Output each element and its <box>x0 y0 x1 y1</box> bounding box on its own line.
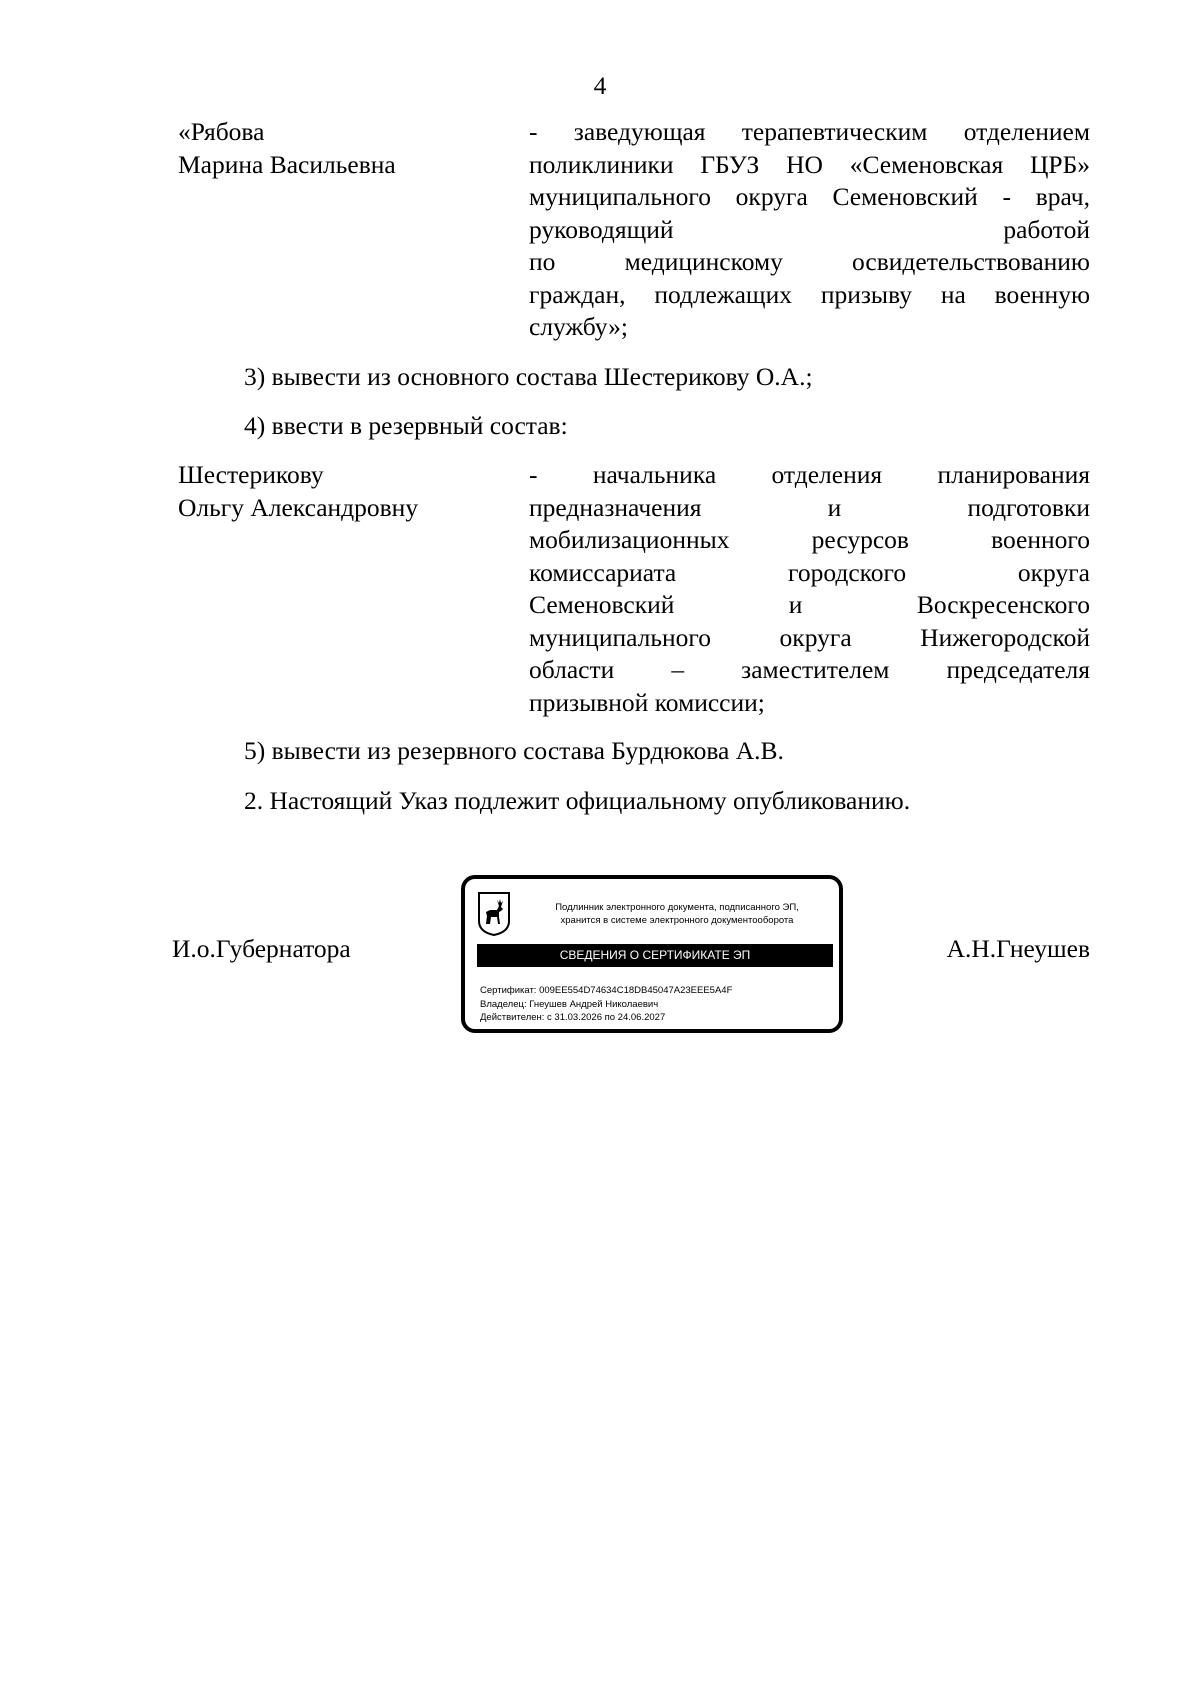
clause-4: 4) ввести в резервный состав: <box>244 411 568 440</box>
stamp-intro-line: хранится в системе электронного документооборота <box>560 915 794 926</box>
certificate-owner: Владелец: Гнеушев Андрей Николаевич <box>480 998 659 1010</box>
stamp-intro <box>521 901 833 927</box>
page-number: 4 <box>593 71 607 100</box>
member-name <box>178 116 508 181</box>
description-line: - заведующая терапевтическим отделением <box>529 117 1090 146</box>
description-line: по медицинскому освидетельствованию <box>529 247 1090 276</box>
description-line: муниципального округа Нижегородской <box>529 622 1090 652</box>
description-line: поликлиники ГБУЗ НО «Семеновская ЦРБ» <box>529 149 1090 179</box>
clause-3: 3) вывести из основного состава Шестерикову О.А.; <box>244 362 813 391</box>
member-surname: Шестерикову <box>178 460 324 489</box>
member-name <box>178 459 508 524</box>
description-line: призывной комиссии; <box>529 687 765 717</box>
certificate-number: Сертификат: 009EE554D74634C18DB45047A23EEE5A4F <box>480 985 733 996</box>
description-line: мобилизационных ресурсов военного <box>529 525 1090 554</box>
description-line: руководящий работой <box>529 214 1090 244</box>
member-position-description <box>529 116 1090 344</box>
description-line: муниципального округа Семеновский - врач, <box>529 182 1090 211</box>
member-position-description <box>529 459 1090 719</box>
certificate-details <box>480 984 732 1025</box>
stamp-intro-line: Подлинник электронного документа, подписанного ЭП, <box>555 902 799 913</box>
description-line: области – заместителем председателя <box>529 655 1090 684</box>
clause-5: 5) вывести из резервного состава Бурдюкова А.В. <box>244 736 784 765</box>
electronic-signature-stamp <box>461 875 843 1033</box>
description-line: Семеновский и Воскресенского <box>529 590 1090 619</box>
deer-emblem-icon <box>477 891 511 937</box>
member-given-names: Марина Васильевна <box>178 149 396 179</box>
certificate-validity: Действителен: с 31.03.2026 по 24.06.2027 <box>480 1012 666 1023</box>
signatory-name: А.Н.Гнеушев <box>946 934 1090 963</box>
description-line: комиссариата городского округа <box>529 557 1090 587</box>
signatory-position: И.о.Губернатора <box>172 934 351 963</box>
certificate-header: СВЕДЕНИЯ О СЕРТИФИКАТЕ ЭП <box>477 944 833 967</box>
description-line: предназначения и подготовки <box>529 492 1090 522</box>
description-line: граждан, подлежащих призыву на военную <box>529 279 1090 309</box>
member-given-names: Ольгу Александровну <box>178 492 419 522</box>
member-surname: «Рябова <box>178 117 265 146</box>
description-line: - начальника отделения планирования <box>529 460 1090 489</box>
clause-2-publication: 2. Настоящий Указ подлежит официальному опубликованию. <box>244 786 911 815</box>
description-line: службу»; <box>529 312 628 341</box>
